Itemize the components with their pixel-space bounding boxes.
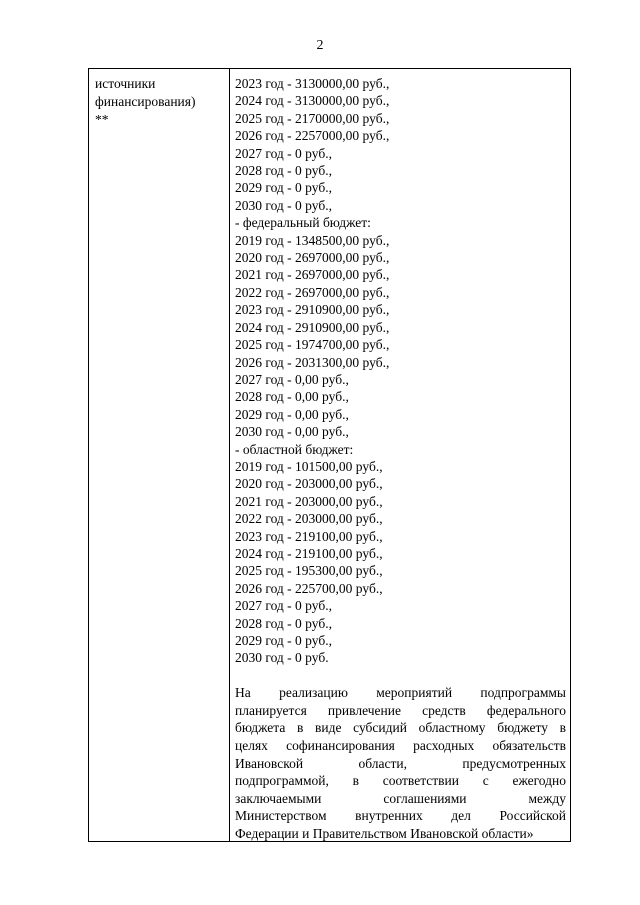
value-line: 2029 год - 0 руб., <box>235 633 332 648</box>
paragraph-line: заключаемыми соглашениями между <box>235 790 566 806</box>
value-line: 2023 год - 3130000,00 руб., <box>235 76 390 91</box>
value-line: 2025 год - 195300,00 руб., <box>235 563 383 579</box>
regional-budget-heading: - областной бюджет: <box>235 441 354 457</box>
value-line: 2024 год - 3130000,00 руб., <box>235 93 390 109</box>
value-line: 2020 год - 203000,00 руб., <box>235 476 383 492</box>
value-line: 2019 год - 1348500,00 руб., <box>235 232 390 248</box>
value-line: 2029 год - 0 руб., <box>235 180 332 196</box>
value-line: 2024 год - 2910900,00 руб., <box>235 319 390 335</box>
value-line: 2027 год - 0 руб., <box>235 145 332 161</box>
value-line: 2028 год - 0,00 руб., <box>235 389 349 405</box>
paragraph-line: Федерации и Правительством Ивановской области» <box>235 825 534 841</box>
paragraph-line: подпрограммой, в соответствии с ежегодно <box>235 773 566 789</box>
value-line: 2022 год - 2697000,00 руб., <box>235 284 390 300</box>
federal-budget-heading: - федеральный бюджет: <box>235 215 371 231</box>
value-line: 2025 год - 2170000,00 руб., <box>235 110 390 126</box>
paragraph-line: Ивановской области, предусмотренных <box>235 755 566 771</box>
paragraph-line: планируется привлечение средств федерального <box>235 702 566 718</box>
value-line: 2028 год - 0 руб., <box>235 615 332 631</box>
value-line: 2026 год - 2031300,00 руб., <box>235 354 390 370</box>
page-number: 2 <box>316 38 324 53</box>
paragraph-line: Министерством внутренних дел Российской <box>235 808 566 824</box>
value-line: 2025 год - 1974700,00 руб., <box>235 337 390 353</box>
value-line: 2021 год - 2697000,00 руб., <box>235 267 390 283</box>
value-line: 2019 год - 101500,00 руб., <box>235 458 383 474</box>
value-line: 2021 год - 203000,00 руб., <box>235 493 383 509</box>
value-line: 2030 год - 0 руб. <box>235 650 329 666</box>
value-line: 2022 год - 203000,00 руб., <box>235 511 383 527</box>
value-line: 2020 год - 2697000,00 руб., <box>235 250 390 266</box>
label-line: финансирования) <box>95 94 196 109</box>
value-line: 2030 год - 0 руб., <box>235 197 332 213</box>
value-line: 2024 год - 219100,00 руб., <box>235 545 383 561</box>
value-line: 2023 год - 2910900,00 руб., <box>235 302 390 318</box>
financing-label-cell <box>89 69 230 841</box>
funding-note-paragraph <box>235 684 566 842</box>
value-line: 2030 год - 0,00 руб., <box>235 424 349 440</box>
paragraph-line: целях софинансирования расходных обязательств <box>235 737 566 753</box>
paragraph-line: На реализацию мероприятий подпрограммы <box>235 685 566 701</box>
value-line: 2026 год - 2257000,00 руб., <box>235 128 390 144</box>
value-line: 2028 год - 0 руб., <box>235 163 332 179</box>
label-line: источники <box>95 76 156 91</box>
label-line: ** <box>95 112 109 127</box>
value-line: 2023 год - 219100,00 руб., <box>235 528 383 544</box>
value-line: 2027 год - 0 руб., <box>235 598 332 614</box>
value-line: 2029 год - 0,00 руб., <box>235 406 349 422</box>
financing-table <box>88 68 571 842</box>
value-line: 2026 год - 225700,00 руб., <box>235 580 383 596</box>
paragraph-line: бюджета в виде субсидий областному бюджету в <box>235 720 566 736</box>
paragraph-spacer <box>235 667 566 684</box>
value-line: 2027 год - 0,00 руб., <box>235 371 349 387</box>
financing-values-cell <box>230 69 570 841</box>
